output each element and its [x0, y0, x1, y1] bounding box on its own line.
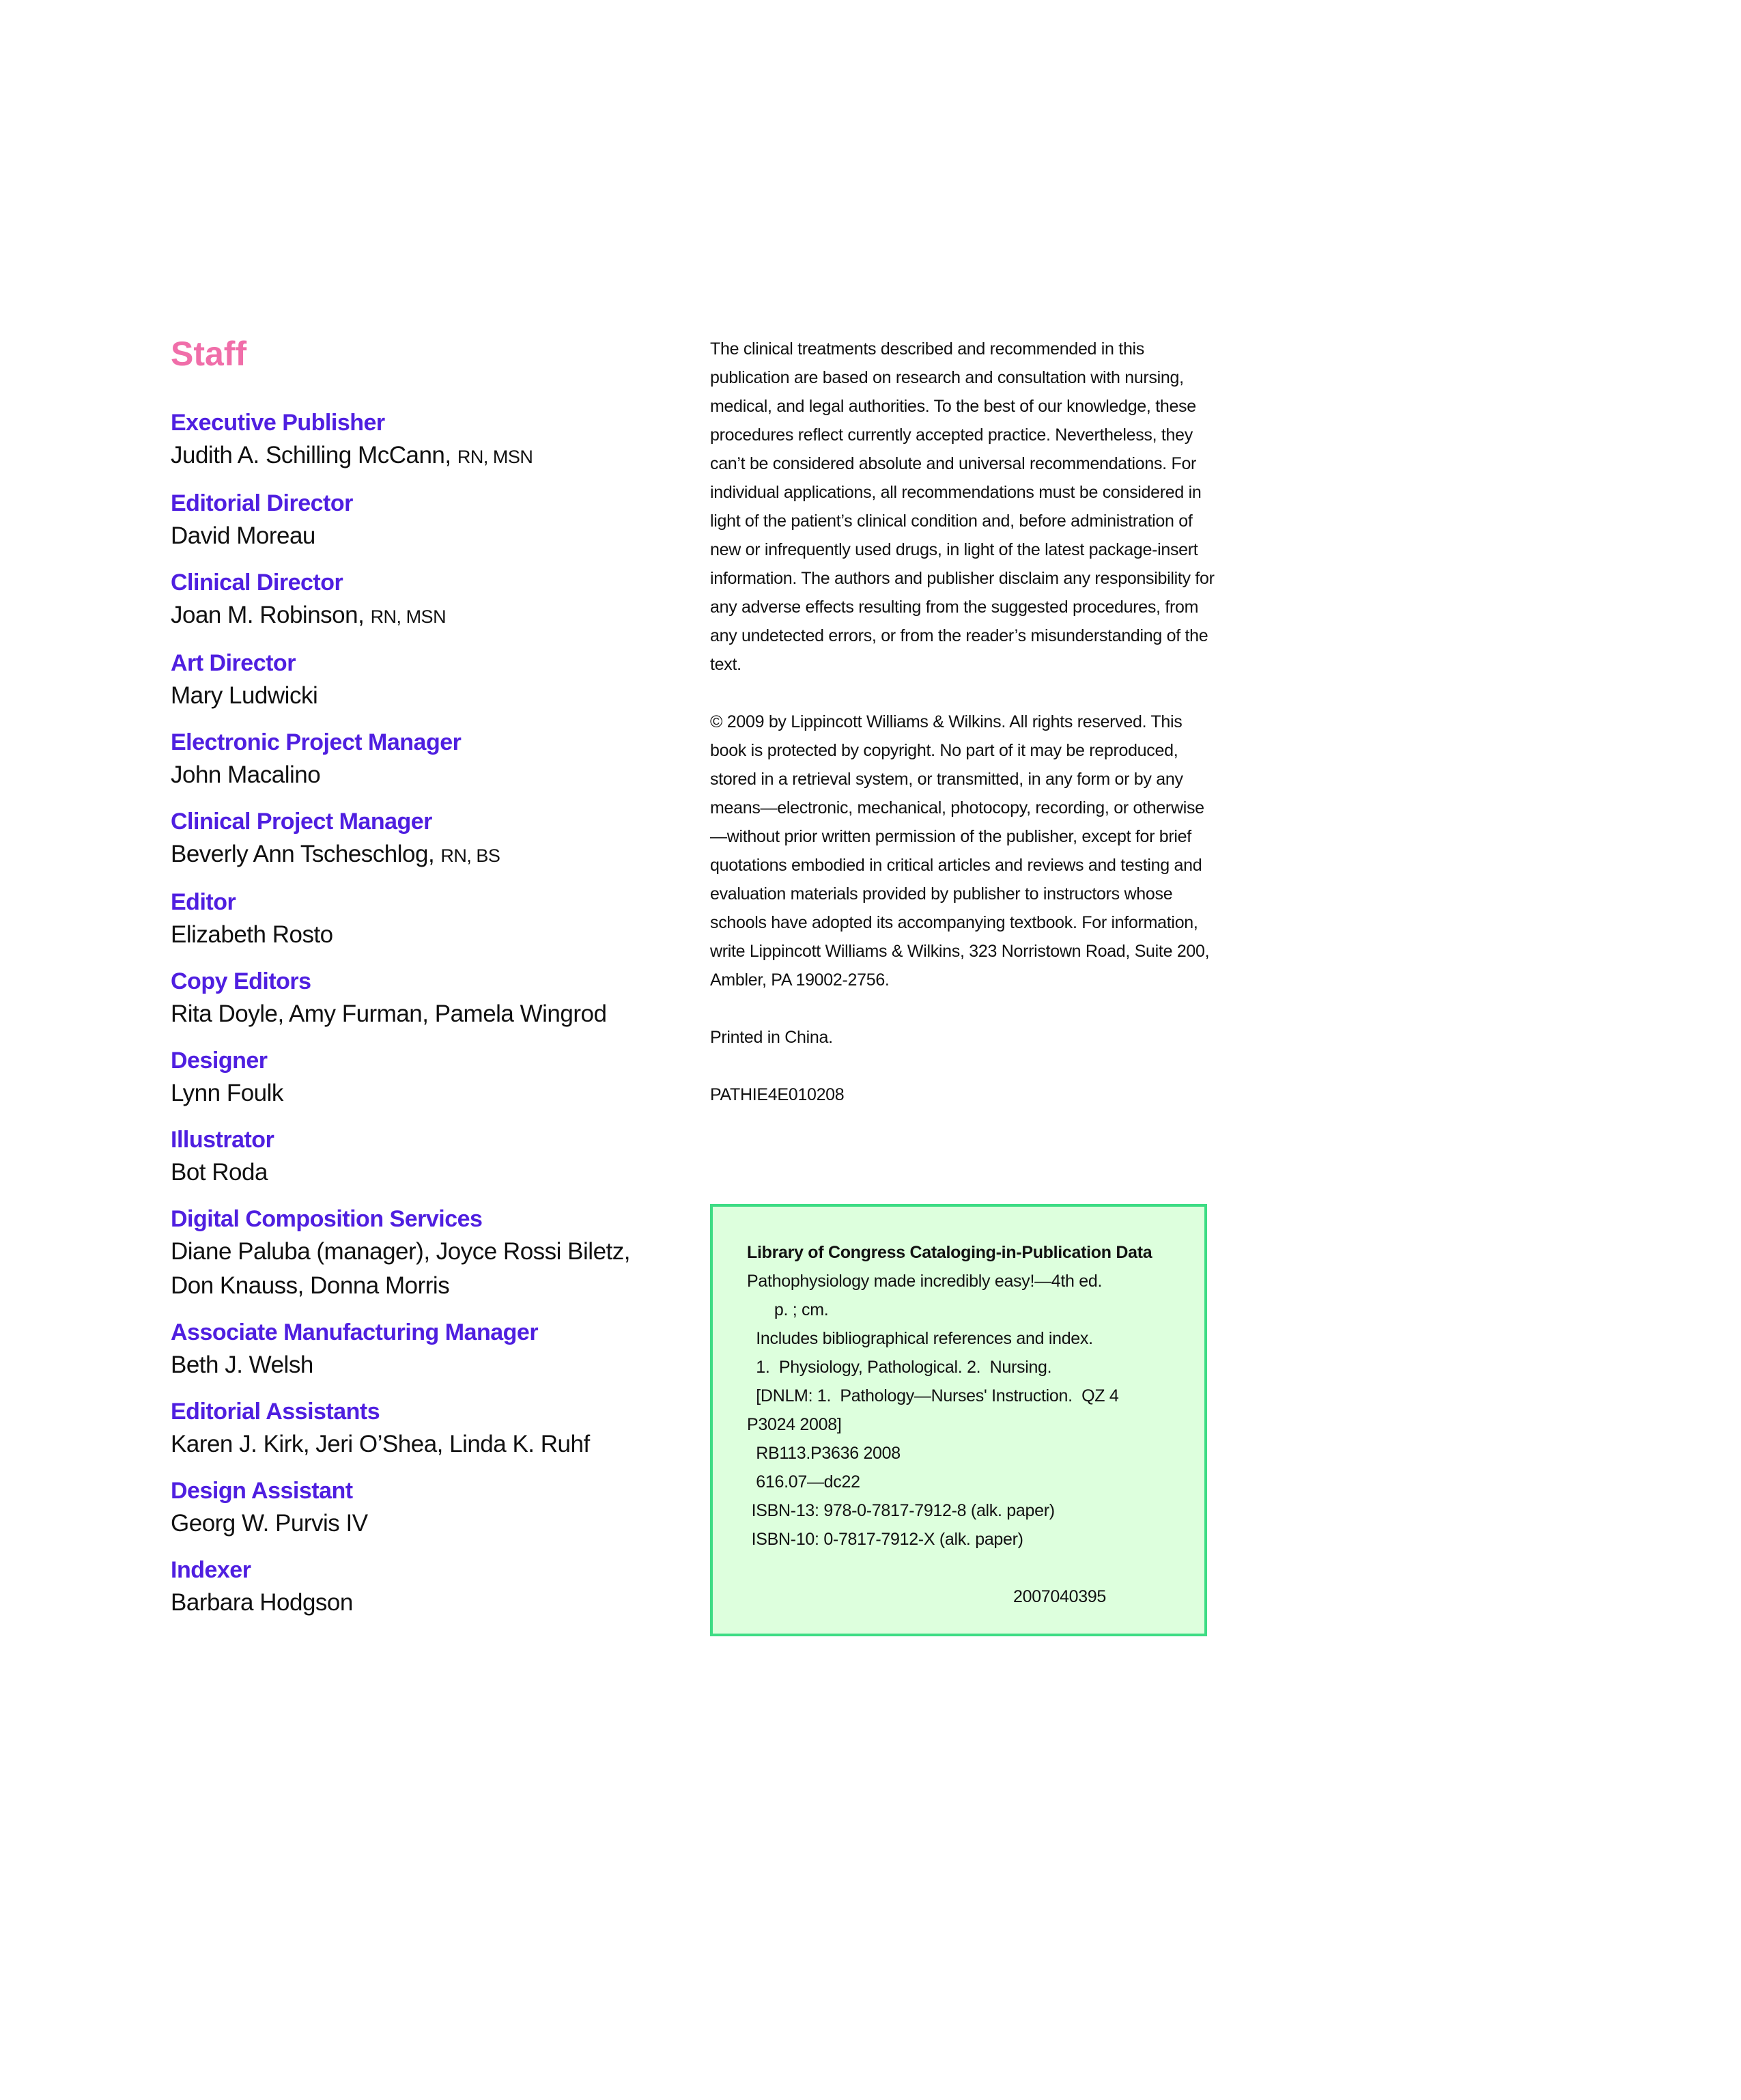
role-names [171, 438, 662, 474]
role-title: Clinical Project Manager [171, 809, 432, 835]
role-names [171, 918, 662, 952]
cip-control-number: 2007040395 [1013, 1587, 1107, 1606]
staff-role-block [171, 567, 662, 634]
staff-role-block [171, 886, 662, 952]
cip-data-box [710, 1204, 1207, 1636]
disclaimer-paragraph: The clinical treatments described and recommended in this publication are based on research and consultation with nursing, medical, and legal authorities. To the best of our knowledge, these procedures reflect currently accepted practice. Nevertheless, they can’t be considered absolute and universal recommendations. For individual applications, all recommendations must be considered in light of the patient’s clinical condition and, before administration of new or infrequently used drugs, in light of the latest package-insert information. The authors and publisher disclaim any responsibility for any adverse effects resulting from the suggested procedures, from any undetected errors, or from the reader’s misunderstanding of the text. [710, 339, 1215, 674]
role-person-names: Beverly Ann Tscheschlog, [171, 841, 441, 867]
staff-role-block [171, 407, 662, 474]
cip-line: p. ; cm. [747, 1300, 829, 1319]
role-names [171, 837, 662, 873]
role-title: Art Director [171, 650, 296, 676]
legal-column [710, 335, 1215, 1138]
staff-role-block [171, 1045, 662, 1110]
role-title: Electronic Project Manager [171, 729, 462, 755]
role-person-names: Karen J. Kirk, Jeri O’Shea, Linda K. Ruhf [171, 1431, 590, 1457]
printed-in-paragraph: Printed in China. [710, 1028, 833, 1047]
role-title: Editorial Director [171, 490, 353, 516]
role-names [171, 679, 662, 713]
role-person-names: David Moreau [171, 522, 315, 549]
role-title: Editor [171, 889, 236, 915]
staff-role-block [171, 966, 662, 1031]
role-person-names: Bot Roda [171, 1159, 268, 1186]
print-code: PATHIE4E010208 [710, 1085, 845, 1104]
role-title: Copy Editors [171, 968, 311, 994]
role-names [171, 1507, 662, 1541]
role-person-names: Elizabeth Rosto [171, 921, 333, 948]
role-person-names: John Macalino [171, 761, 321, 788]
cip-line: 616.07—dc22 [747, 1472, 860, 1492]
role-names [171, 598, 662, 634]
cip-line: RB113.P3636 2008 [747, 1444, 901, 1463]
role-names [171, 997, 662, 1031]
role-names [171, 1427, 662, 1461]
staff-roles-list [171, 407, 662, 1620]
staff-role-block [171, 1554, 662, 1620]
role-names [171, 519, 662, 553]
role-names [171, 1235, 662, 1303]
role-title: Clinical Director [171, 570, 343, 596]
staff-role-block [171, 1203, 662, 1303]
cip-line: ISBN-10: 0-7817-7912-X (alk. paper) [747, 1530, 1023, 1549]
staff-column [171, 333, 662, 1634]
role-person-names: Joan M. Robinson, [171, 602, 371, 628]
staff-role-block [171, 1124, 662, 1190]
cip-line: [DNLM: 1. Pathology—Nurses' Instruction. QZ 4 [747, 1386, 1119, 1405]
cip-line: Pathophysiology made incredibly easy!—4th ed. [747, 1272, 1103, 1291]
role-names [171, 1076, 662, 1110]
role-person-names: Beth J. Welsh [171, 1352, 313, 1378]
role-credentials: RN, BS [440, 845, 500, 866]
role-person-names: Rita Doyle, Amy Furman, Pamela Wingrod [171, 1000, 607, 1027]
staff-role-block [171, 1317, 662, 1382]
role-title: Editorial Assistants [171, 1399, 380, 1425]
cip-title: Library of Congress Cataloging-in-Publication Data [747, 1243, 1152, 1262]
role-title: Indexer [171, 1557, 251, 1583]
staff-role-block [171, 488, 662, 553]
role-credentials: RN, MSN [457, 447, 533, 467]
role-names [171, 1156, 662, 1190]
staff-role-block [171, 806, 662, 873]
staff-role-block [171, 1475, 662, 1541]
cip-line: ISBN-13: 978-0-7817-7912-8 (alk. paper) [747, 1501, 1055, 1520]
role-title: Executive Publisher [171, 410, 385, 436]
role-person-names: Barbara Hodgson [171, 1589, 353, 1616]
role-person-names: Lynn Foulk [171, 1080, 283, 1106]
staff-role-block [171, 727, 662, 792]
role-names [171, 1586, 662, 1620]
role-title: Design Assistant [171, 1478, 353, 1504]
role-person-names: Judith A. Schilling McCann, [171, 442, 457, 468]
role-person-names: Diane Paluba (manager), Joyce Rossi Biletz, Don Knauss, Donna Morris [171, 1238, 630, 1299]
role-person-names: Georg W. Purvis IV [171, 1510, 368, 1537]
role-names [171, 1348, 662, 1382]
role-title: Associate Manufacturing Manager [171, 1319, 539, 1345]
role-names [171, 758, 662, 792]
copyright-paragraph: © 2009 by Lippincott Williams & Wilkins. All rights reserved. This book is protected by copyright. No part of it may be reproduced, stored in a retrieval system, or transmitted, in any form or by any means—electronic, mechanical, photocopy, recording, or otherwise—without prior written permission of the publisher, except for brief quotations embodied in critical articles and reviews and testing and evaluation materials provided by publisher to instructors whose schools have adopted its accompanying textbook. For information, write Lippincott Williams & Wilkins, 323 Norristown Road, Suite 200, Ambler, PA 19002-2756. [710, 712, 1210, 990]
cip-line: P3024 2008] [747, 1415, 842, 1434]
role-credentials: RN, MSN [370, 606, 447, 627]
cip-lines [747, 1267, 1170, 1554]
staff-heading: Staff [171, 335, 247, 373]
cip-line: 1. Physiology, Pathological. 2. Nursing. [747, 1358, 1052, 1377]
staff-role-block [171, 647, 662, 713]
role-title: Illustrator [171, 1127, 274, 1153]
role-person-names: Mary Ludwicki [171, 682, 318, 709]
role-title: Designer [171, 1048, 268, 1074]
role-title: Digital Composition Services [171, 1206, 483, 1232]
staff-role-block [171, 1396, 662, 1461]
cip-line: Includes bibliographical references and index. [747, 1329, 1093, 1348]
